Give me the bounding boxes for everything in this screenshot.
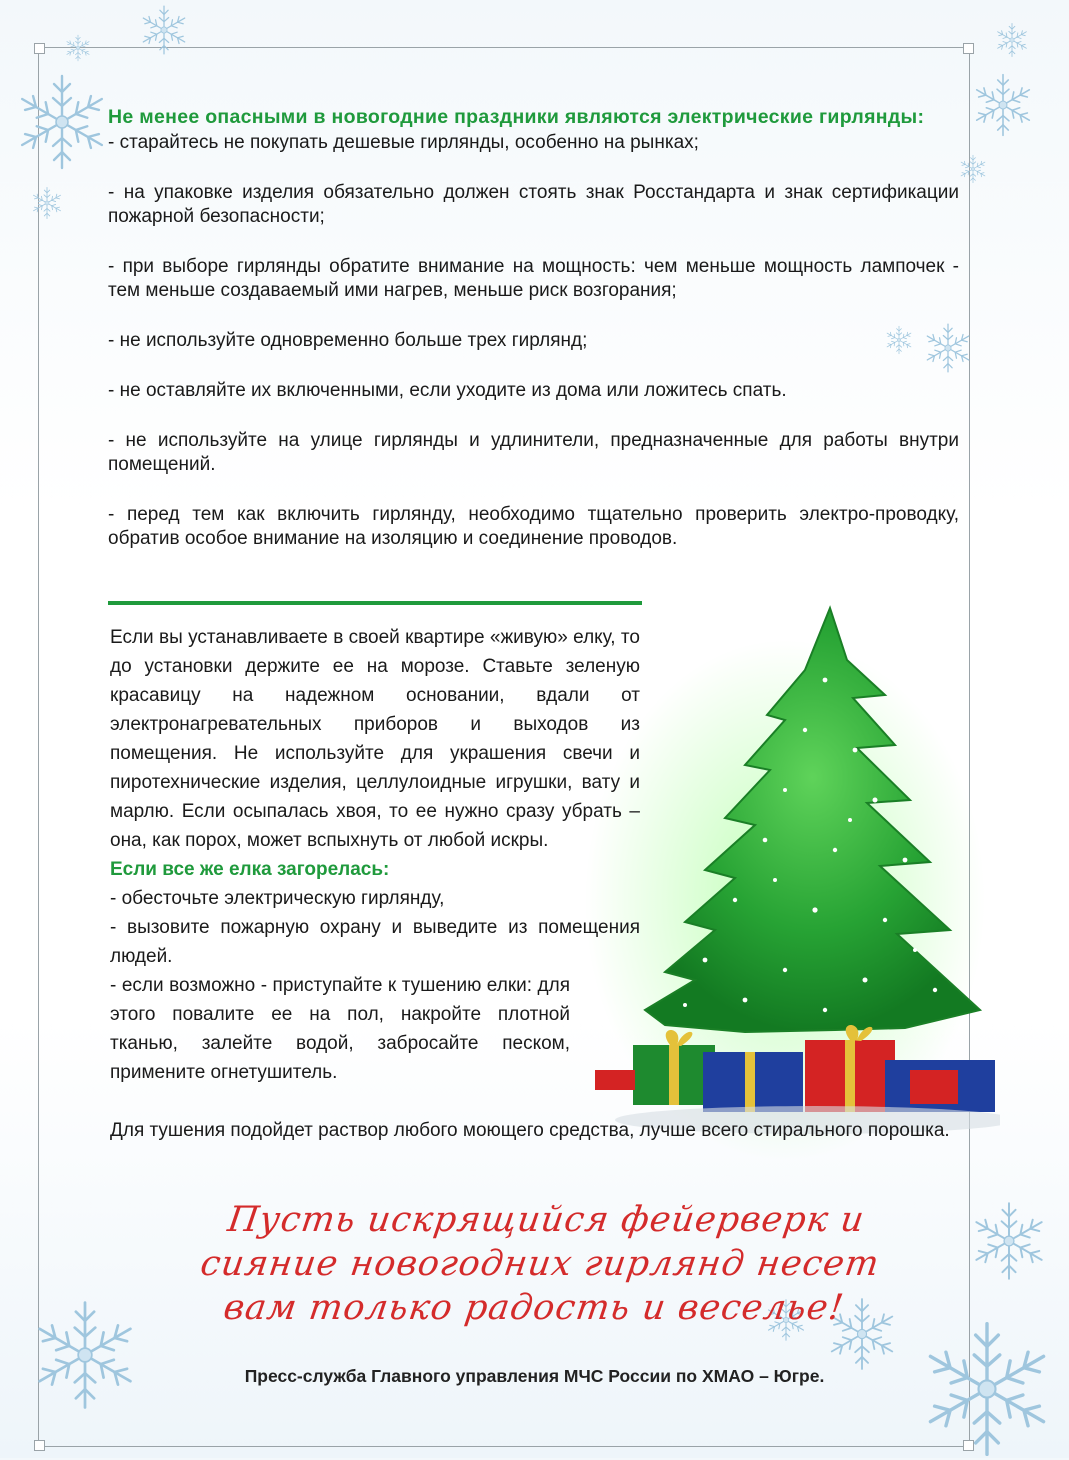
rule-item: - не оставляйте их включенными, если уходите из дома или ложитесь спать.: [108, 380, 787, 401]
fire-step: - вызовите пожарную охрану и выведите из помещения людей.: [110, 917, 640, 967]
snowflake-icon: [30, 186, 64, 220]
green-divider: [108, 601, 642, 605]
snowflake-icon: [994, 22, 1030, 58]
rule-item: - не используйте одновременно больше трех гирлянд;: [108, 330, 588, 351]
snowflake-icon: [968, 1200, 1050, 1282]
snowflake-icon: [28, 1298, 142, 1412]
tree-safety-section: [110, 623, 640, 1087]
fire-step: - если возможно - приступайте к тушению елки: для этого повалите ее на пол, накройте плотной тканью, залейте водой, забросайте песком, примените огнетушитель.: [110, 975, 570, 1083]
christmas-tree-illustration: [585, 600, 1000, 1160]
snowflake-icon: [916, 1318, 1058, 1460]
snowflake-icon: [12, 72, 112, 172]
snowflake-icon: [958, 154, 988, 184]
extinguish-note: Для тушения подойдет раствор любого моющего средства, лучше всего стирального порошка.: [110, 1120, 950, 1141]
tree-intro-text: Если вы устанавливаете в своей квартире «живую» елку, то до установки держите ее на морозе. Ставьте зеленую красавицу на надежном основании, вдали от электронагревательных приборов и выходов из помещения. Не используйте для украшения свечи и пиротехнические изделия, целлулоидные игрушки, вату и марлю. Если осыпалась хвоя, то ее нужно сразу убрать – она, как порох, может вспыхнуть от любой искры.: [110, 627, 640, 851]
rule-item: - перед тем как включить гирлянду, необходимо тщательно проверить электро-проводку, обратив особое внимание на изоляцию и соединение проводов.: [108, 504, 959, 549]
rule-item: - на упаковке изделия обязательно должен стоять знак Росстандарта и знак сертификации пожарной безопасности;: [108, 182, 959, 227]
fire-step: - обесточьте электрическую гирлянду,: [110, 888, 445, 909]
fire-heading: Если все же елка загорелась:: [110, 859, 390, 880]
snowflake-icon: [64, 34, 92, 62]
rule-item: - при выборе гирлянды обратите внимание на мощность: чем меньше мощность лампочек - тем меньше создаваемый ими нагрев, меньше риск возгорания;: [108, 256, 959, 301]
garland-section: [108, 106, 959, 551]
footer-credit: Пресс-служба Главного управления МЧС России по ХМАО – Югре.: [244, 1366, 825, 1386]
holiday-wish: Пусть искрящийся фейерверк и сияние новогодних гирлянд несет вам только радость и веселье!: [197, 1200, 883, 1328]
rule-item: - не используйте на улице гирлянды и удлинители, предназначенные для работы внутри помещений.: [108, 430, 959, 475]
section-heading: Не менее опасными в новогодние праздники являются электрические гирлянды:: [108, 106, 925, 128]
snowflake-icon: [138, 4, 190, 56]
rule-item: - старайтесь не покупать дешевые гирлянды, особенно на рынках;: [108, 132, 699, 153]
snowflake-icon: [970, 72, 1036, 138]
